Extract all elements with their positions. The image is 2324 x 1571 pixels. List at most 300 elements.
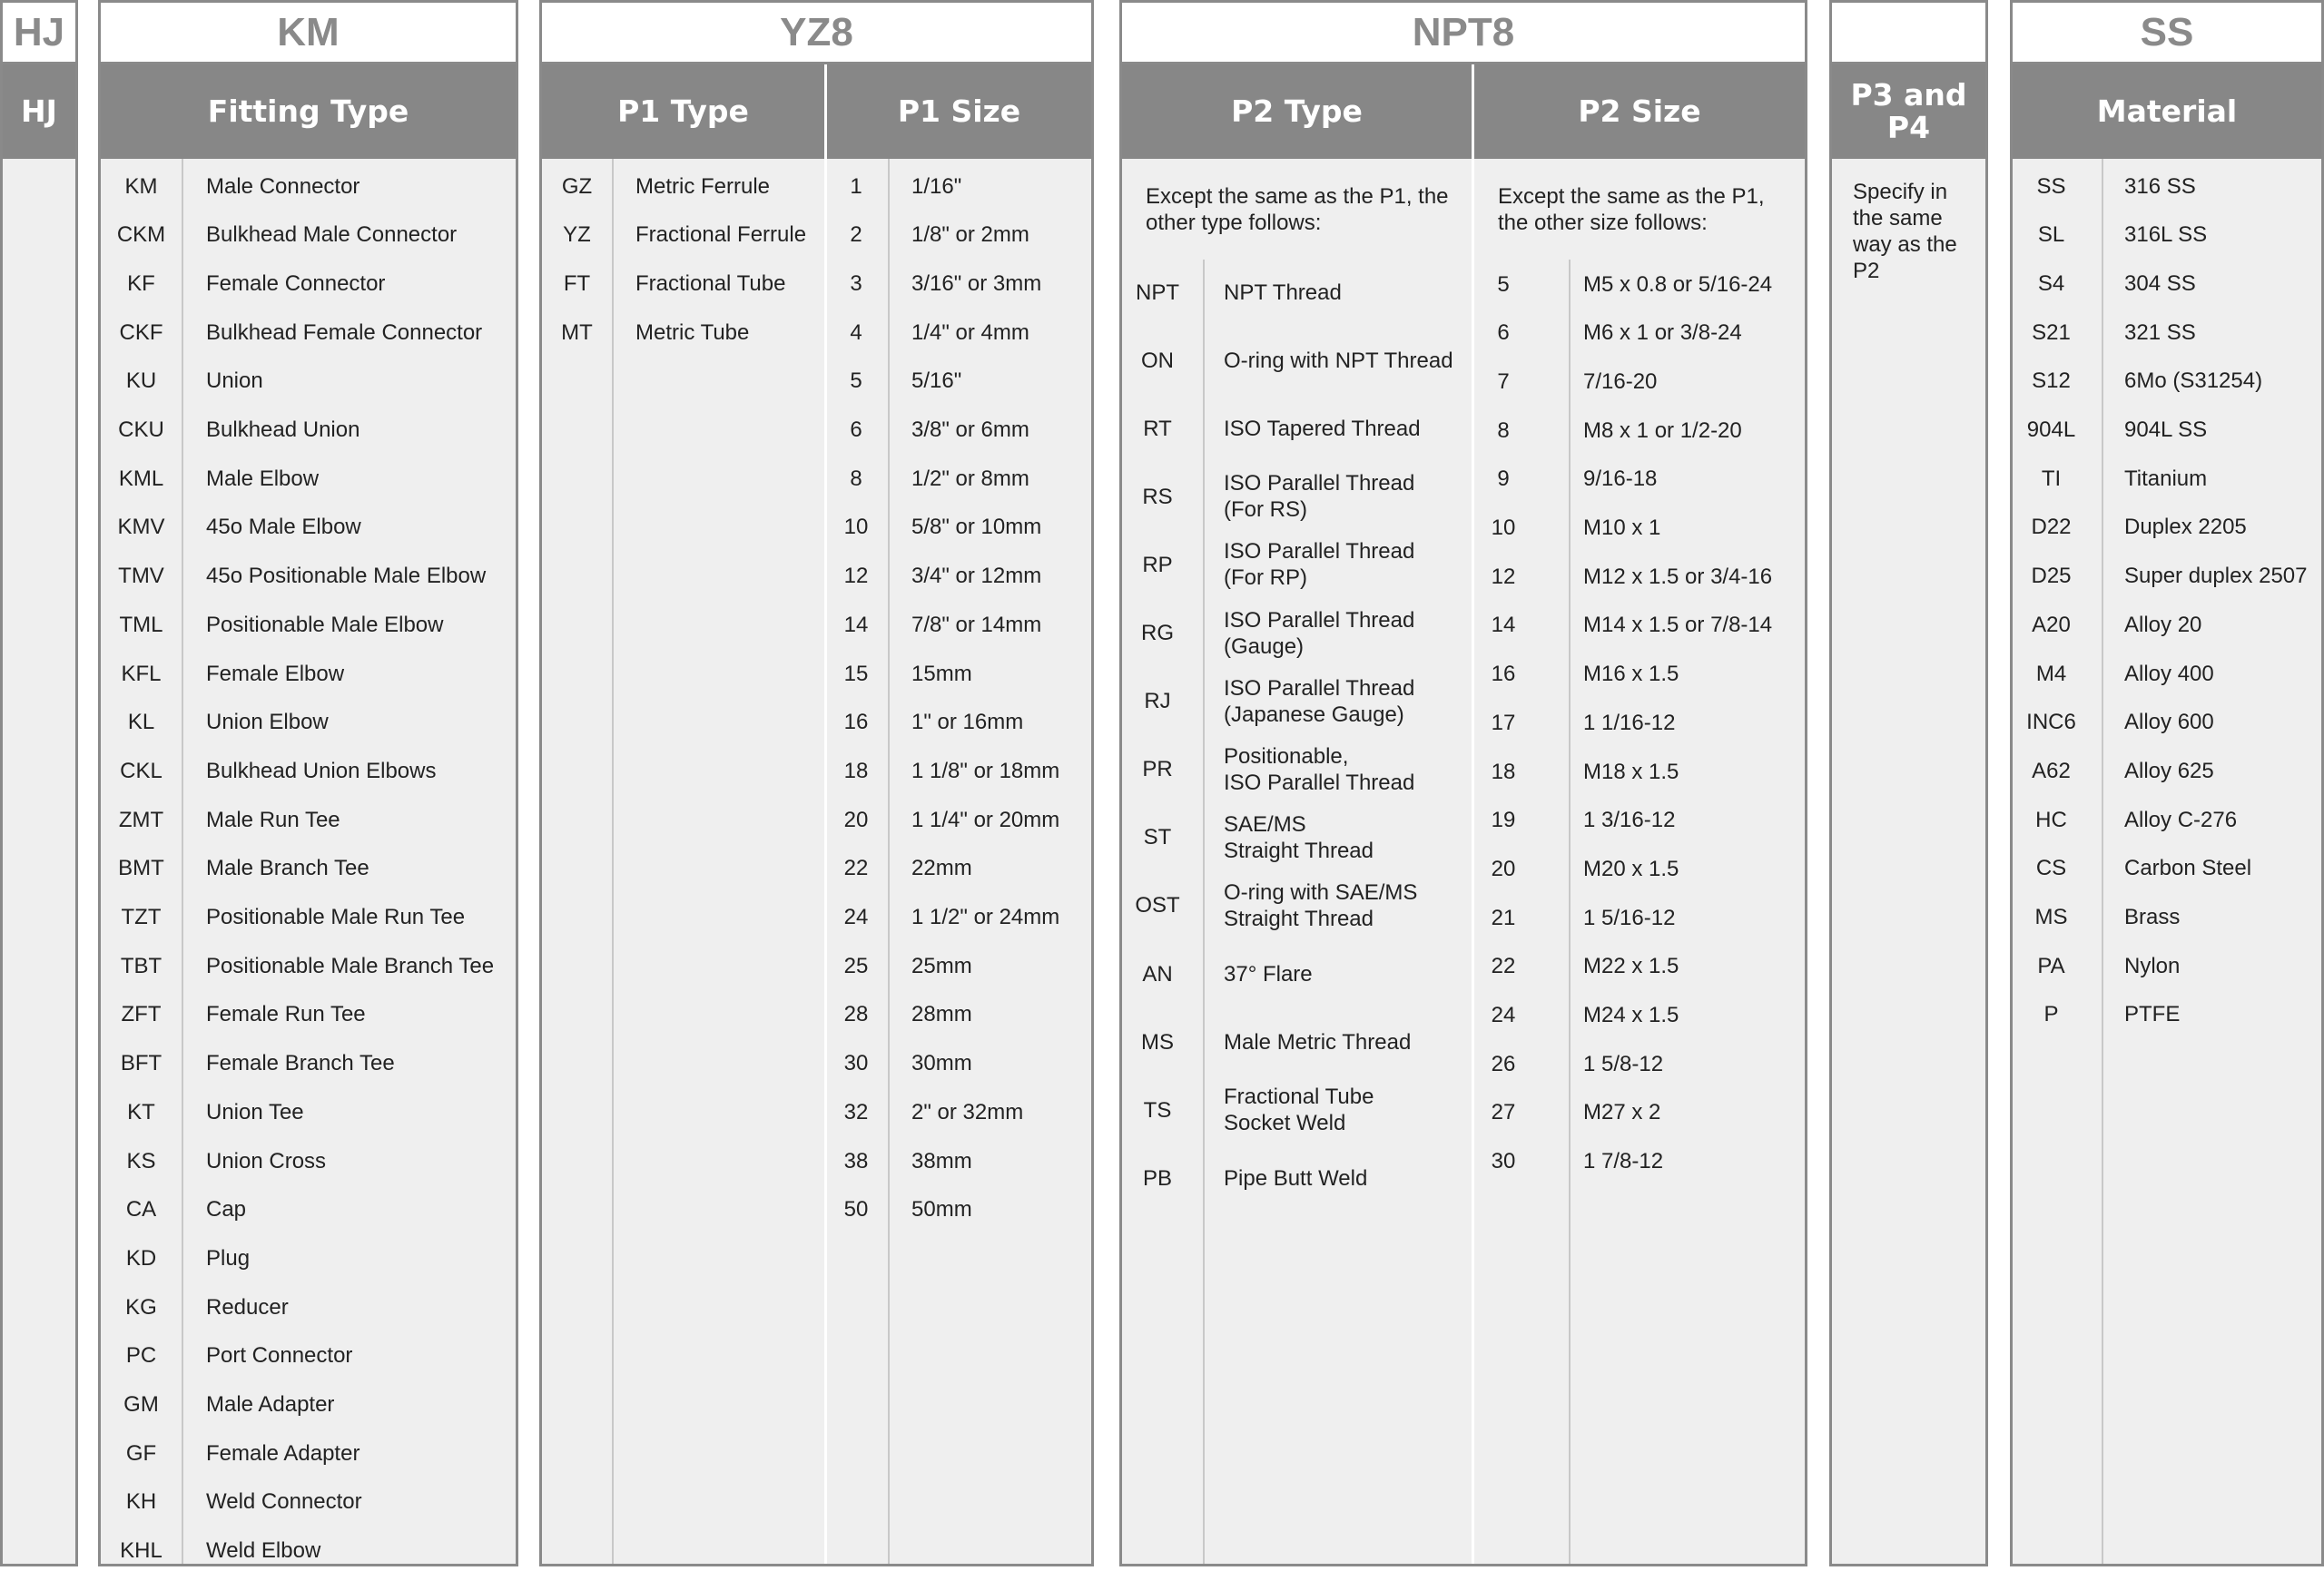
row-label-line: 25mm bbox=[911, 953, 972, 978]
fitting-row bbox=[101, 1435, 516, 1471]
row-label-line: (For RS) bbox=[1224, 497, 1307, 523]
row-code: TMV bbox=[118, 564, 164, 589]
p2-size-row bbox=[1472, 558, 1805, 594]
row-label bbox=[2124, 466, 2207, 492]
row-label-line: 1 1/2" or 24mm bbox=[911, 905, 1060, 929]
row-label bbox=[911, 466, 1029, 492]
row-label-line: 3/8" or 6mm bbox=[911, 417, 1029, 442]
fitting-row bbox=[101, 217, 516, 253]
row-code: INC6 bbox=[2026, 710, 2076, 735]
row-label bbox=[1583, 1051, 1663, 1077]
fitting-row bbox=[101, 1338, 516, 1374]
p2-type-note-line: other type follows: bbox=[1146, 211, 1322, 235]
row-label-line: Duplex 2205 bbox=[2124, 515, 2247, 540]
row-code: M4 bbox=[2035, 661, 2067, 686]
row-code: 24 bbox=[1491, 1003, 1516, 1027]
row-code: GM bbox=[123, 1392, 159, 1417]
row-code: 15 bbox=[843, 661, 869, 686]
row-label-line: M24 x 1.5 bbox=[1583, 1003, 1679, 1027]
p2-size-row bbox=[1472, 510, 1805, 546]
row-label-line: Union Cross bbox=[206, 1148, 327, 1173]
material-row bbox=[2013, 217, 2321, 253]
row-label-line: Alloy 625 bbox=[2124, 758, 2214, 783]
p34-code bbox=[1832, 3, 1985, 64]
row-label bbox=[2124, 1001, 2180, 1027]
p1-size-row bbox=[824, 363, 1091, 399]
p2-size-row bbox=[1472, 850, 1805, 887]
row-label-line: Alloy C-276 bbox=[2124, 807, 2238, 832]
row-label-line: Titanium bbox=[2124, 466, 2208, 491]
row-label-line: Fractional Tube bbox=[1224, 1085, 1374, 1110]
row-label-line: 2" or 32mm bbox=[911, 1099, 1024, 1124]
row-label-line: Positionable Male Run Tee bbox=[206, 905, 466, 929]
row-label bbox=[2124, 807, 2237, 833]
row-label-line: 3/16" or 3mm bbox=[911, 270, 1042, 296]
row-code: PC bbox=[125, 1343, 157, 1369]
km-header: Fitting Type bbox=[207, 93, 409, 129]
p1-size-row bbox=[824, 948, 1091, 984]
row-label bbox=[1224, 416, 1421, 442]
p2-size-row bbox=[1472, 412, 1805, 448]
row-code: MT bbox=[561, 319, 593, 345]
row-label bbox=[206, 1391, 334, 1418]
row-code: NPT bbox=[1136, 280, 1179, 305]
row-label-line: 9/16-18 bbox=[1583, 466, 1658, 492]
row-label bbox=[1583, 466, 1657, 492]
row-label bbox=[911, 368, 961, 394]
row-label bbox=[1224, 1084, 1374, 1136]
npt8-code: NPT8 bbox=[1122, 3, 1805, 64]
fitting-row bbox=[101, 1387, 516, 1423]
yz8-panel bbox=[539, 0, 1094, 1566]
row-label-line: Male Run Tee bbox=[206, 807, 340, 832]
fitting-row bbox=[101, 850, 516, 887]
row-label bbox=[1583, 1099, 1660, 1125]
row-label bbox=[206, 1440, 359, 1467]
row-label bbox=[2124, 904, 2180, 930]
p2-size-note-line: the other size follows: bbox=[1498, 211, 1708, 235]
row-code: FT bbox=[563, 270, 591, 296]
row-label-line: PTFE bbox=[2124, 1002, 2181, 1027]
row-label bbox=[911, 1099, 1023, 1125]
p1-size-row bbox=[824, 168, 1091, 204]
row-code: 16 bbox=[1491, 662, 1516, 687]
material-row bbox=[2013, 752, 2321, 789]
p2-size-row bbox=[1472, 948, 1805, 985]
material-row bbox=[2013, 606, 2321, 643]
row-code: 14 bbox=[843, 612, 869, 637]
material-row bbox=[2013, 509, 2321, 545]
row-code: 32 bbox=[843, 1099, 869, 1124]
row-code: D25 bbox=[2031, 564, 2072, 589]
row-label bbox=[911, 514, 1041, 540]
row-code: KFL bbox=[121, 661, 162, 686]
row-code: CS bbox=[2035, 856, 2067, 881]
p1-type-header: P1 Type bbox=[617, 93, 749, 129]
row-label bbox=[1224, 607, 1414, 660]
p2-size-row bbox=[1472, 363, 1805, 399]
row-code: ON bbox=[1141, 348, 1174, 373]
p2-size-row bbox=[1472, 997, 1805, 1034]
material-row bbox=[2013, 412, 2321, 448]
row-label bbox=[911, 953, 972, 979]
fitting-row bbox=[101, 997, 516, 1033]
row-label bbox=[206, 1001, 366, 1027]
row-code: S21 bbox=[2032, 319, 2071, 345]
row-code: GZ bbox=[561, 173, 593, 199]
row-label-line: 304 SS bbox=[2124, 270, 2196, 296]
row-code: BFT bbox=[120, 1051, 162, 1076]
row-label-line: Bulkhead Female Connector bbox=[206, 319, 483, 345]
row-code: 16 bbox=[843, 710, 869, 735]
row-code: 904L bbox=[2026, 417, 2076, 442]
fitting-row bbox=[101, 363, 516, 399]
row-code: 38 bbox=[843, 1148, 869, 1173]
row-code: S4 bbox=[2037, 270, 2065, 296]
row-label-line: Bulkhead Union bbox=[206, 417, 360, 442]
km-code: KM bbox=[101, 3, 516, 64]
row-label-line: 1 7/8-12 bbox=[1583, 1149, 1664, 1174]
row-label-line: Weld Elbow bbox=[206, 1538, 321, 1564]
row-label-line: 38mm bbox=[911, 1148, 972, 1173]
row-code: 30 bbox=[843, 1051, 869, 1076]
row-label bbox=[206, 612, 443, 638]
material-row bbox=[2013, 314, 2321, 350]
row-label bbox=[1224, 470, 1414, 523]
row-code: 18 bbox=[843, 758, 869, 783]
row-label-line: M8 x 1 or 1/2-20 bbox=[1583, 417, 1742, 443]
row-code: 22 bbox=[1491, 954, 1516, 979]
row-label bbox=[1583, 319, 1742, 346]
row-label-line: 5/16" bbox=[911, 368, 962, 394]
row-label-line: M16 x 1.5 bbox=[1583, 662, 1679, 687]
row-code: 14 bbox=[1491, 613, 1516, 638]
row-label bbox=[2124, 953, 2180, 979]
row-code: 10 bbox=[843, 515, 869, 540]
fitting-row bbox=[101, 1094, 516, 1130]
p1-size-row bbox=[824, 558, 1091, 594]
row-code: 12 bbox=[1491, 564, 1516, 589]
row-label-line: 904L SS bbox=[2124, 417, 2208, 442]
row-label-line: 1 1/8" or 18mm bbox=[911, 758, 1060, 783]
row-code: TML bbox=[119, 612, 163, 637]
row-label bbox=[2124, 758, 2214, 784]
row-label bbox=[911, 807, 1059, 833]
p1-size-row bbox=[824, 1192, 1091, 1228]
row-label-line: 1/8" or 2mm bbox=[911, 222, 1029, 248]
p2-size-row bbox=[1472, 802, 1805, 839]
p34-note-line: P2 bbox=[1853, 259, 1880, 283]
row-label bbox=[206, 904, 465, 930]
ss-code: SS bbox=[2013, 3, 2321, 64]
p2-size-row bbox=[1472, 704, 1805, 741]
row-code: 22 bbox=[843, 856, 869, 881]
row-label-line: ISO Parallel Thread bbox=[1224, 539, 1415, 565]
p2-size-row bbox=[1472, 656, 1805, 692]
row-label bbox=[2124, 514, 2247, 540]
row-label bbox=[911, 563, 1041, 589]
row-label bbox=[1583, 905, 1675, 931]
material-row bbox=[2013, 948, 2321, 984]
row-code: CKU bbox=[118, 417, 164, 442]
material-row bbox=[2013, 168, 2321, 204]
row-label-line: Female Connector bbox=[206, 270, 386, 296]
row-label-line: 45o Male Elbow bbox=[206, 515, 361, 540]
row-label-line: Union bbox=[206, 368, 263, 394]
npt8-panel bbox=[1119, 0, 1807, 1566]
p2-size-row bbox=[1472, 1144, 1805, 1180]
row-label bbox=[635, 221, 806, 248]
row-label bbox=[206, 466, 319, 492]
row-label-line: Male Elbow bbox=[206, 466, 320, 491]
row-code: KD bbox=[125, 1245, 157, 1271]
p2-size-row bbox=[1472, 315, 1805, 351]
row-label-line: Straight Thread bbox=[1224, 838, 1374, 863]
npt8-header-bar bbox=[1122, 64, 1805, 159]
row-label-line: ISO Parallel Thread bbox=[1224, 607, 1415, 633]
row-label-line: Carbon Steel bbox=[2124, 856, 2252, 881]
fitting-row bbox=[101, 1533, 516, 1569]
row-code: CKL bbox=[120, 758, 162, 783]
row-code: 8 bbox=[1497, 417, 1510, 443]
p34-note bbox=[1853, 179, 1957, 284]
row-label bbox=[1224, 743, 1414, 796]
row-code: TS bbox=[1143, 1097, 1172, 1123]
row-code: CKM bbox=[116, 222, 166, 248]
p2-size-note-line: Except the same as the P1, bbox=[1498, 184, 1765, 209]
row-label-line: 22mm bbox=[911, 856, 972, 881]
p1-size-row bbox=[824, 509, 1091, 545]
row-label bbox=[1224, 1029, 1411, 1056]
p1-size-row bbox=[824, 704, 1091, 741]
row-code: RP bbox=[1142, 552, 1173, 577]
row-label bbox=[911, 855, 972, 881]
fitting-row bbox=[101, 801, 516, 838]
row-label bbox=[635, 319, 749, 346]
row-label bbox=[206, 221, 457, 248]
row-label-line: Positionable Male Elbow bbox=[206, 612, 444, 637]
fitting-row bbox=[101, 948, 516, 984]
p2-size-row bbox=[1472, 1095, 1805, 1131]
row-label bbox=[1224, 538, 1414, 591]
row-label-line: M22 x 1.5 bbox=[1583, 954, 1679, 979]
row-label bbox=[1224, 879, 1417, 932]
row-label-line: M18 x 1.5 bbox=[1583, 759, 1679, 784]
row-label bbox=[206, 270, 385, 297]
row-label bbox=[911, 709, 1023, 735]
p34-note-line: way as the bbox=[1853, 232, 1957, 257]
fitting-row bbox=[101, 704, 516, 741]
row-label bbox=[911, 1196, 972, 1222]
p1-size-row bbox=[824, 1046, 1091, 1082]
row-label-line: Female Run Tee bbox=[206, 1002, 366, 1027]
row-label-line: 30mm bbox=[911, 1051, 972, 1076]
p1-size-row bbox=[824, 801, 1091, 838]
row-label bbox=[2124, 855, 2251, 881]
row-label bbox=[2124, 661, 2214, 687]
row-code: A20 bbox=[2032, 612, 2071, 637]
ss-panel bbox=[2010, 0, 2324, 1566]
row-label bbox=[1583, 759, 1679, 785]
row-code: 20 bbox=[843, 807, 869, 832]
row-label bbox=[206, 1148, 326, 1174]
row-label bbox=[1583, 612, 1772, 638]
row-label-line: (Gauge) bbox=[1224, 633, 1305, 659]
row-label-line: ISO Tapered Thread bbox=[1224, 416, 1421, 441]
row-label bbox=[911, 904, 1059, 930]
material-row bbox=[2013, 460, 2321, 496]
row-label bbox=[206, 1294, 289, 1321]
km-header-bar bbox=[101, 64, 516, 159]
row-label-line: 1/16" bbox=[911, 173, 962, 199]
row-label-line: Male Adapter bbox=[206, 1392, 335, 1417]
row-label-line: 15mm bbox=[911, 661, 972, 686]
row-label bbox=[206, 1196, 246, 1222]
row-code: KF bbox=[127, 270, 155, 296]
p2-size-row bbox=[1472, 461, 1805, 497]
row-label-line: Weld Connector bbox=[206, 1489, 362, 1515]
fitting-row bbox=[101, 1192, 516, 1228]
row-code: 4 bbox=[850, 319, 862, 345]
p2-size-note bbox=[1498, 183, 1765, 236]
row-code: CA bbox=[125, 1197, 157, 1222]
row-label bbox=[206, 563, 486, 589]
row-label-line: 28mm bbox=[911, 1002, 972, 1027]
row-code: PA bbox=[2037, 953, 2065, 978]
row-label bbox=[1583, 856, 1679, 882]
row-label bbox=[206, 953, 494, 979]
row-label bbox=[206, 1488, 362, 1515]
row-label-line: Metric Ferrule bbox=[635, 173, 771, 199]
fitting-row bbox=[101, 265, 516, 301]
row-label-line: Brass bbox=[2124, 905, 2181, 929]
p1-size-row bbox=[824, 460, 1091, 496]
row-label-line: 1 5/8-12 bbox=[1583, 1051, 1664, 1076]
row-label-line: M10 x 1 bbox=[1583, 515, 1661, 540]
row-label bbox=[2124, 173, 2196, 200]
fitting-row bbox=[101, 655, 516, 692]
material-row bbox=[2013, 704, 2321, 741]
row-code: BMT bbox=[118, 856, 164, 881]
material-row bbox=[2013, 363, 2321, 399]
row-code: 5 bbox=[1497, 271, 1510, 297]
row-code: S12 bbox=[2032, 368, 2071, 394]
row-label bbox=[206, 1099, 304, 1125]
row-label bbox=[635, 270, 785, 297]
row-label bbox=[911, 1050, 972, 1076]
row-code: 6 bbox=[1497, 320, 1510, 346]
row-code: KML bbox=[118, 466, 164, 491]
row-label bbox=[206, 758, 437, 784]
row-code: OST bbox=[1135, 893, 1180, 918]
row-label-line: M14 x 1.5 or 7/8-14 bbox=[1583, 613, 1773, 638]
row-label bbox=[911, 1001, 972, 1027]
row-label bbox=[206, 661, 344, 687]
row-code: 17 bbox=[1491, 710, 1516, 735]
row-label bbox=[911, 173, 961, 200]
row-label bbox=[2124, 709, 2214, 735]
yz8-code: YZ8 bbox=[542, 3, 1091, 64]
row-label bbox=[206, 807, 340, 833]
p1-size-header: P1 Size bbox=[824, 64, 1091, 159]
row-label bbox=[1224, 961, 1313, 987]
row-label bbox=[2124, 563, 2308, 589]
p1-size-row bbox=[824, 850, 1091, 887]
row-label-line: (For RP) bbox=[1224, 565, 1307, 591]
material-row bbox=[2013, 265, 2321, 301]
row-code: CKF bbox=[119, 319, 163, 345]
row-code: KHL bbox=[120, 1538, 162, 1564]
row-label-line: 1 1/16-12 bbox=[1583, 710, 1676, 735]
row-label-line: Male Connector bbox=[206, 173, 360, 199]
row-label-line: M12 x 1.5 or 3/4-16 bbox=[1583, 564, 1773, 589]
fitting-row bbox=[101, 314, 516, 350]
row-code: 20 bbox=[1491, 856, 1516, 881]
fitting-row bbox=[101, 168, 516, 204]
row-code: RJ bbox=[1144, 689, 1171, 714]
row-label bbox=[1583, 1148, 1663, 1174]
row-label-line: Fractional Tube bbox=[635, 270, 786, 296]
row-code: MS bbox=[1141, 1029, 1174, 1055]
row-label bbox=[2124, 417, 2207, 443]
row-label bbox=[1583, 368, 1657, 395]
row-label bbox=[206, 1342, 352, 1369]
material-row bbox=[2013, 899, 2321, 936]
row-code: RG bbox=[1141, 621, 1174, 645]
row-code: YZ bbox=[563, 222, 591, 248]
km-panel bbox=[98, 0, 518, 1566]
yz8-header-bar bbox=[542, 64, 1091, 159]
material-row bbox=[2013, 655, 2321, 692]
row-label-line: 50mm bbox=[911, 1197, 972, 1222]
fitting-row bbox=[101, 899, 516, 936]
row-label bbox=[206, 319, 482, 346]
material-row bbox=[2013, 558, 2321, 594]
fitting-row bbox=[101, 1289, 516, 1325]
row-label bbox=[1583, 271, 1772, 298]
row-label-line: 1" or 16mm bbox=[911, 710, 1024, 735]
fitting-row bbox=[101, 509, 516, 545]
row-code: 24 bbox=[843, 905, 869, 929]
p1-size-row bbox=[824, 412, 1091, 448]
p1-size-row bbox=[824, 1094, 1091, 1130]
row-label bbox=[206, 173, 359, 200]
row-code: ZFT bbox=[121, 1002, 162, 1027]
row-label-line: (Japanese Gauge) bbox=[1224, 702, 1404, 727]
row-code: 26 bbox=[1491, 1051, 1516, 1076]
row-label-line: Female Elbow bbox=[206, 661, 345, 686]
row-code: KMV bbox=[117, 515, 165, 540]
row-label-line: Positionable Male Branch Tee bbox=[206, 953, 495, 978]
p34-header-line: P3 and bbox=[1850, 76, 1967, 113]
row-label bbox=[1224, 280, 1342, 306]
row-label-line: Fractional Ferrule bbox=[635, 222, 807, 248]
p1-size-row bbox=[824, 217, 1091, 253]
p1-size-row bbox=[824, 1143, 1091, 1179]
row-code: 9 bbox=[1497, 466, 1510, 492]
row-code: 1 bbox=[850, 173, 862, 199]
row-label bbox=[2124, 368, 2262, 394]
row-label bbox=[1583, 564, 1772, 590]
row-label-line: 7/8" or 14mm bbox=[911, 612, 1042, 637]
row-label-line: Union Elbow bbox=[206, 710, 329, 735]
row-code: PR bbox=[1142, 757, 1173, 782]
row-label bbox=[911, 417, 1029, 443]
row-label bbox=[911, 758, 1059, 784]
row-label bbox=[911, 661, 972, 687]
row-label bbox=[206, 1245, 250, 1272]
hj-header-bar bbox=[3, 64, 75, 159]
